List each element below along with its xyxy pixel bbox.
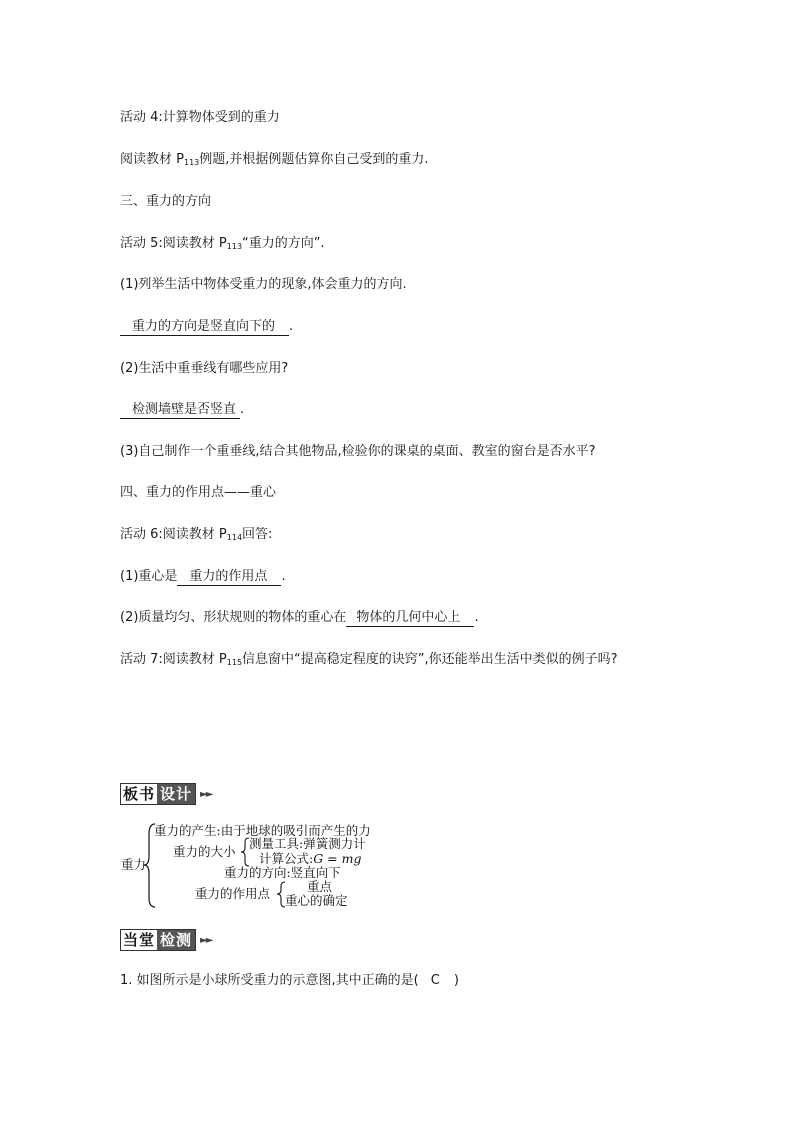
question-5-2: (2)生活中重垂线有哪些应用? bbox=[120, 361, 289, 376]
section4-heading: 四、重力的作用点——重心 bbox=[120, 485, 277, 500]
activity7-title: 活动 7:阅读教材 $P_{115}$信息窗中“提高稳定程度的诀窍”,你还能举出生活中类似的例子吗? bbox=[120, 652, 618, 667]
question-5-1: (1)列举生活中物体受重力的现象,体会重力的方向. bbox=[120, 277, 407, 292]
board-gravity-point: 重力的作用点 bbox=[195, 886, 271, 901]
section3-heading: 三、重力的方向 bbox=[120, 194, 212, 209]
test-header-part-b: 检测 bbox=[157, 930, 195, 950]
board-gravity-origin: 重力的产生:由于地球的吸引而产生的力 bbox=[154, 823, 371, 838]
board-formula: 计算公式:𝐺 = 𝑚𝑔 bbox=[259, 851, 362, 866]
question-6-1: (1)重心是 重力的作用点 . bbox=[120, 569, 286, 584]
double-arrow-icon: ►► bbox=[200, 788, 212, 800]
board-header-part-a: 板书 bbox=[123, 785, 156, 803]
test-question-1: 1. 如图所示是小球所受重力的示意图,其中正确的是( C ) bbox=[120, 973, 459, 988]
answer-6-1: 重力的作用点 bbox=[177, 569, 281, 586]
board-center-determination: 重心的确定 bbox=[285, 893, 348, 908]
answer-5-1-line: 重力的方向是竖直向下的 . bbox=[120, 318, 293, 336]
board-gravity-size: 重力的大小 bbox=[173, 844, 236, 859]
board-measure-tool: 测量工具:弹簧测力计 bbox=[249, 836, 366, 851]
board-gravity-direction: 重力的方向:竖直向下 bbox=[224, 865, 341, 880]
size-brace-icon bbox=[241, 838, 249, 866]
question-6-2: (2)质量均匀、形状规则的物体的重心在 物体的几何中心上 . bbox=[120, 610, 479, 625]
question-5-3: (3)自己制作一个重垂线,结合其他物品,检验你的课桌的桌面、教室的窗台是否水平? bbox=[120, 444, 596, 459]
activity4-title: 活动 4:计算物体受到的重力 bbox=[120, 110, 280, 125]
activity5-title: 活动 5:阅读教材 $P_{113}“$重力的方向”. bbox=[120, 236, 325, 251]
board-header-part-b: 设计 bbox=[157, 784, 195, 804]
board-key-point: 重点 bbox=[307, 879, 333, 894]
in-class-test-header bbox=[120, 929, 211, 951]
test-question-1-answer: C bbox=[430, 973, 440, 988]
activity6-title: 活动 6:阅读教材 $P_{114}$回答: bbox=[120, 527, 273, 542]
board-design-header bbox=[120, 783, 211, 805]
answer-5-2: 检测墙壁是否竖直 bbox=[120, 402, 240, 419]
point-brace-icon bbox=[277, 882, 285, 907]
answer-5-2-line: 检测墙壁是否竖直 . bbox=[120, 401, 244, 419]
answer-5-1: 重力的方向是竖直向下的 bbox=[120, 319, 289, 336]
test-header-part-a: 当堂 bbox=[123, 931, 156, 949]
board-root: 重力 bbox=[121, 857, 147, 872]
read-example-text: 阅读教材 $P_{113}$例题,并根据例题估算你自己受到的重力. bbox=[120, 152, 429, 167]
answer-6-2: 物体的几何中心上 bbox=[346, 610, 474, 627]
double-arrow-icon: ►► bbox=[200, 934, 212, 946]
